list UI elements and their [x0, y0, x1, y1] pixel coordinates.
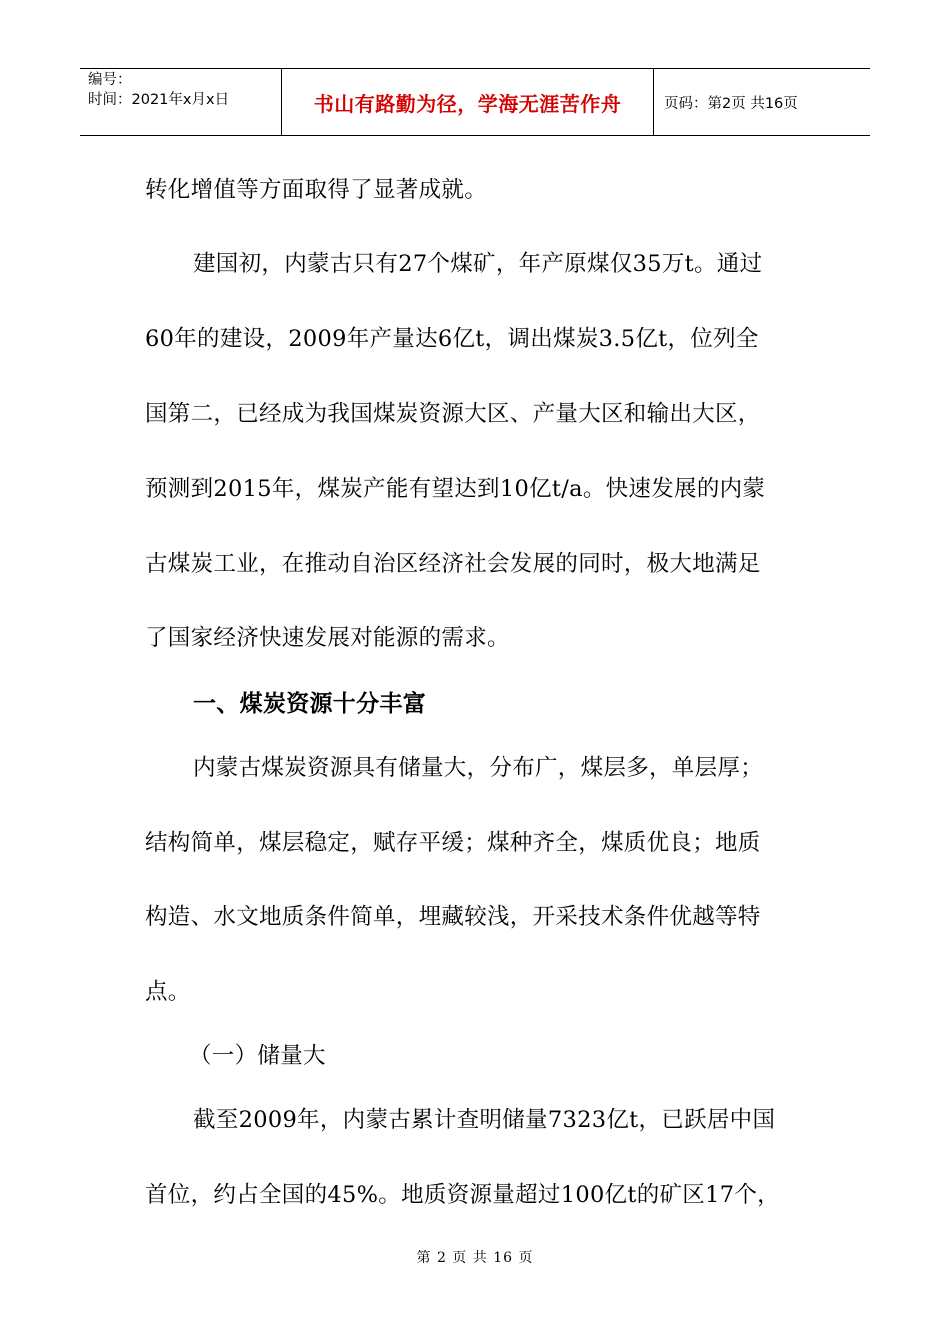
body-line-15: 首位，约占全国的45%。地质资源量超过100亿t的矿区17个， — [145, 1182, 780, 1208]
subsection-heading: （一）储量大 — [189, 1043, 326, 1069]
body-paragraph-line-14: 截至2009年，内蒙古累计查明储量7323亿t，已跃居中国 — [193, 1107, 776, 1133]
document-time-label: 时间：2021年x月x日 — [88, 92, 230, 108]
body-line-7: 了国家经济快速发展对能源的需求。 — [145, 625, 510, 651]
header-table — [80, 68, 870, 136]
body-line-3: 60年的建设，2009年产量达6亿t，调出煤炭3.5亿t，位列全 — [145, 326, 759, 352]
body-line-10: 结构简单，煤层稳定，赋存平缓；煤种齐全，煤质优良；地质 — [145, 830, 761, 856]
body-line-11: 构造、水文地质条件简单，埋藏较浅，开采技术条件优越等特 — [145, 904, 761, 930]
body-paragraph-line-9: 内蒙古煤炭资源具有储量大，分布广，煤层多，单层厚； — [193, 755, 764, 781]
header-meta-cell — [80, 69, 282, 135]
header-motto: 书山有路勤为径，学海无涯苦作舟 — [313, 91, 622, 116]
body-paragraph-line-2: 建国初，内蒙古只有27个煤矿，年产原煤仅35万t。通过 — [193, 251, 763, 277]
body-line-12: 点。 — [145, 979, 191, 1005]
section-heading: 一、煤炭资源十分丰富 — [193, 691, 426, 717]
header-motto-cell — [282, 69, 654, 135]
page-footer: 第 2 页 共 16 页 — [416, 1250, 534, 1266]
body-line-5: 预测到2015年，煤炭产能有望达到10亿t/a。快速发展的内蒙 — [145, 476, 766, 502]
body-line-1: 转化增值等方面取得了显著成就。 — [145, 177, 488, 203]
header-page-cell — [654, 69, 870, 135]
header-page-info: 页码：第2页 共16页 — [664, 95, 798, 112]
document-number-label: 编号： — [88, 72, 132, 88]
body-line-6: 古煤炭工业，在推动自治区经济社会发展的同时，极大地满足 — [145, 551, 761, 577]
body-line-4: 国第二，已经成为我国煤炭资源大区、产量大区和输出大区， — [145, 401, 761, 427]
